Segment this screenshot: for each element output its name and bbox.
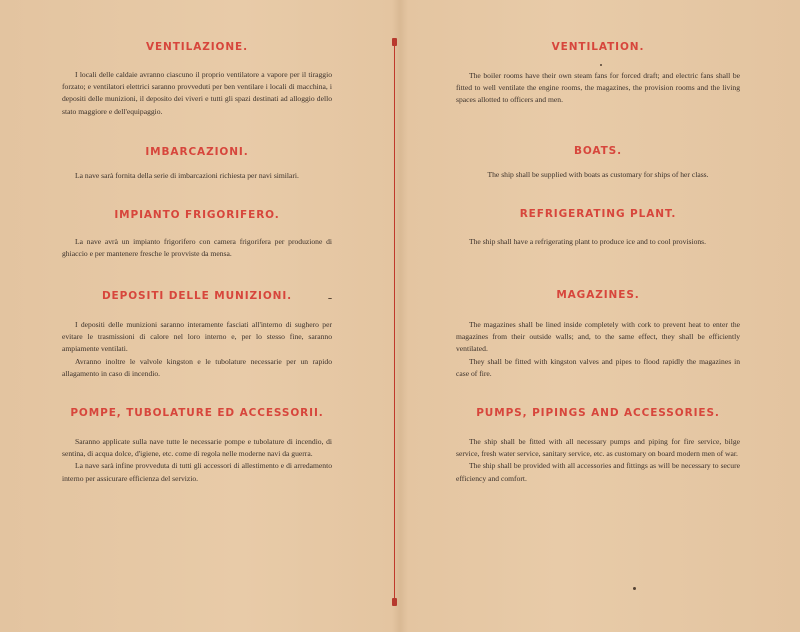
section-heading: IMBARCAZIONI. (145, 146, 249, 158)
section-depositi-munizioni (62, 290, 332, 380)
paragraph: The magazines shall be lined inside completely with cork to prevent heat to enter the magazines from their outside walls; and, to the same effect, they shall be efficiently ventilated. (456, 320, 740, 354)
right-page (400, 0, 800, 632)
section-heading: POMPE, TUBOLATURE ED ACCESSORII. (70, 407, 324, 419)
paragraph: I depositi delle munizioni saranno interamente fasciati all'interno di sughero per evitare le trasmissioni di calore nel loro interno e, per lo stesso fine, saranno ampiamente ventilati. (62, 320, 332, 354)
paragraph: The ship shall be provided with all accessories and fittings as will be necessary to secure efficiency and comfort. (456, 461, 740, 483)
spine-line (394, 40, 395, 605)
section-heading: VENTILAZIONE. (145, 41, 249, 53)
spine-bottom-mark (392, 598, 397, 606)
paragraph: The ship shall have a refrigerating plant to produce ice and to cool provisions. (469, 237, 707, 246)
paper-blemish (600, 64, 602, 66)
section-imbarcazioni (62, 146, 332, 182)
section-ventilation (456, 41, 740, 107)
paragraph: Avranno inoltre le valvole kingston e le tubolature necessarie per un rapido allagamento in caso di incendio. (62, 356, 332, 378)
section-pompe-tubolature (62, 407, 332, 485)
paragraph: La nave sarà fornita della serie di imbarcazioni richiesta per navi similari. (75, 171, 299, 180)
section-heading: MAGAZINES. (556, 289, 640, 301)
section-impianto-frigorifero (62, 209, 332, 260)
paper-blemish (633, 587, 636, 590)
paragraph: The boiler rooms have their own steam fans for forced draft; and electric fans shall be fitted to well ventilate the engine rooms, the magazines, the provision rooms and the living spaces allotted to officers and men. (456, 71, 740, 105)
left-page (0, 0, 392, 632)
section-heading: IMPIANTO FRIGORIFERO. (114, 209, 280, 221)
paragraph: La nave sarà infine provveduta di tutti gli accessori di allestimento e di arredamento interno per assicurare efficienza del servizio. (62, 461, 332, 483)
section-refrigerating-plant (456, 208, 740, 248)
paragraph: Saranno applicate sulla nave tutte le necessarie pompe e tubolature di incendio, di sentina, di acqua dolce, d'igiene, etc. come di regola nelle moderne navi da guerra. (62, 437, 332, 459)
section-heading: BOATS. (573, 145, 623, 157)
paragraph: La nave avrà un impianto frigorifero con camera frigorifera per produzione di ghiaccio e per mantenere fresche le provviste da mensa. (62, 237, 332, 259)
paragraph: The ship shall be supplied with boats as customary for ships of her class. (487, 170, 709, 179)
section-heading: REFRIGERATING PLANT. (519, 208, 677, 220)
section-heading: DEPOSITI DELLE MUNIZIONI. (101, 290, 293, 302)
paragraph: I locali delle caldaie avranno ciascuno il proprio ventilatore a vapore per il tiraggio forzato; e ventilatori elettrici saranno provveduti per ben ventilare i locali di macchina, i depositi delle munizioni, il deposito dei viveri e tutti gli spazi destinati ad alloggio dello stato maggiore e dell'equipaggio. (62, 70, 332, 116)
section-pumps-pipings (456, 407, 740, 485)
paper-blemish (328, 298, 332, 299)
section-boats (456, 145, 740, 181)
section-magazines (456, 289, 740, 380)
paragraph: The ship shall be fitted with all necessary pumps and piping for fire service, bilge service, fresh water service, sanitary service, etc. as customary on board modern men of war. (456, 437, 740, 459)
section-heading: PUMPS, PIPINGS AND ACCESSORIES. (476, 407, 720, 419)
paragraph: They shall be fitted with kingston valves and pipes to flood rapidly the magazines in case of fire. (456, 356, 740, 378)
section-heading: VENTILATION. (551, 41, 645, 53)
section-ventilazione (62, 41, 332, 118)
